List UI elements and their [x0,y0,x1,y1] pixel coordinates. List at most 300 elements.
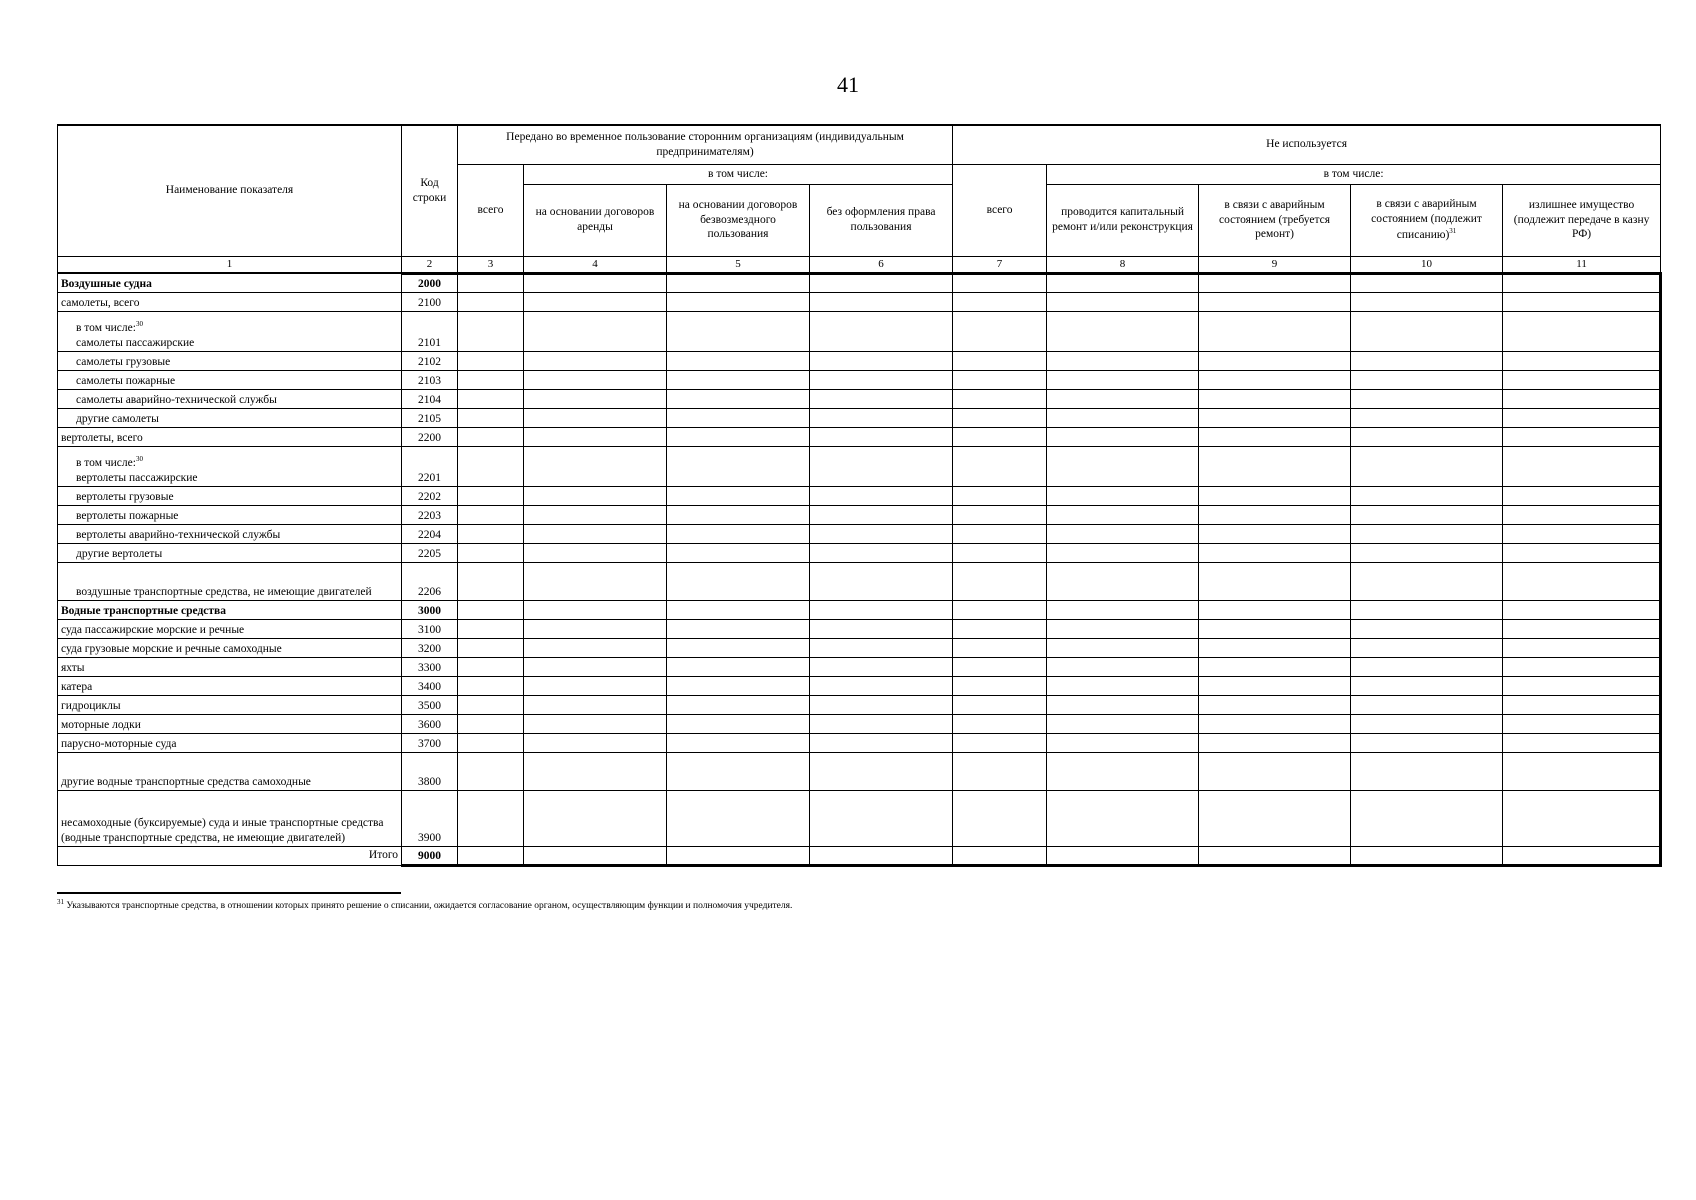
input-cell-col-9[interactable] [1199,714,1351,733]
input-cell-col-3[interactable] [458,676,524,695]
input-cell-col-5[interactable] [667,676,810,695]
input-cell-col-10[interactable] [1351,408,1503,427]
input-cell-col-7[interactable] [953,562,1047,600]
input-cell-col-6[interactable] [810,389,953,408]
input-cell-col-9[interactable] [1199,657,1351,676]
input-cell-col-5[interactable] [667,446,810,486]
input-cell-col-3[interactable] [458,370,524,389]
input-cell-col-7[interactable] [953,486,1047,505]
input-cell-col-10[interactable] [1351,562,1503,600]
input-cell-col-6[interactable] [810,657,953,676]
input-cell-col-3[interactable] [458,695,524,714]
input-cell-col-7[interactable] [953,446,1047,486]
input-cell-col-8[interactable] [1047,543,1199,562]
input-cell-col-4[interactable] [524,427,667,446]
input-cell-col-6[interactable] [810,619,953,638]
input-cell-col-10[interactable] [1351,311,1503,351]
row-name [58,752,402,790]
input-cell-col-9[interactable] [1199,389,1351,408]
input-cell-col-4[interactable] [524,619,667,638]
input-cell-col-11[interactable] [1503,273,1661,292]
input-cell-col-3[interactable] [458,600,524,619]
input-cell-col-7[interactable] [953,600,1047,619]
row-label: суда грузовые морские и речные самоходные [61,642,282,655]
input-cell-col-8[interactable] [1047,619,1199,638]
input-cell-col-4[interactable] [524,524,667,543]
header-free-use: на основании договоров безвозмездного пользования [667,184,810,256]
input-cell-col-3[interactable] [458,543,524,562]
table-row [58,524,1661,543]
row-code: 3700 [402,733,458,752]
input-cell-col-7[interactable] [953,695,1047,714]
input-cell-col-11[interactable] [1503,562,1661,600]
input-cell-col-3[interactable] [458,389,524,408]
row-code: 3300 [402,657,458,676]
input-cell-col-7[interactable] [953,676,1047,695]
input-cell-col-8[interactable] [1047,752,1199,790]
input-cell-col-8[interactable] [1047,524,1199,543]
row-label: Водные транспортные средства [61,604,226,617]
input-cell-col-9[interactable] [1199,370,1351,389]
input-cell-col-8[interactable] [1047,351,1199,370]
row-code: 2102 [402,351,458,370]
table-row [58,370,1661,389]
input-cell-col-7[interactable] [953,790,1047,846]
input-cell-col-4[interactable] [524,486,667,505]
input-cell-col-4[interactable] [524,790,667,846]
input-cell-col-8[interactable] [1047,311,1199,351]
row-label: воздушные транспортные средства, не имеющие двигателей [76,585,372,598]
input-cell-col-8[interactable] [1047,427,1199,446]
input-cell-col-8[interactable] [1047,273,1199,292]
row-label: гидроциклы [61,699,121,712]
input-cell-col-4[interactable] [524,505,667,524]
input-cell-col-4[interactable] [524,370,667,389]
input-cell-col-9[interactable] [1199,790,1351,846]
input-cell-col-10[interactable] [1351,657,1503,676]
row-name [58,408,402,427]
row-code: 2104 [402,389,458,408]
input-cell-col-4[interactable] [524,389,667,408]
input-cell-col-9[interactable] [1199,351,1351,370]
total-code: 9000 [402,846,458,865]
input-cell-col-8[interactable] [1047,562,1199,600]
input-cell-col-8[interactable] [1047,695,1199,714]
table-row [58,389,1661,408]
input-cell-col-9[interactable] [1199,733,1351,752]
input-cell-col-11[interactable] [1503,427,1661,446]
input-cell-col-7[interactable] [953,619,1047,638]
total-cell-col-4[interactable] [524,846,667,865]
input-cell-col-4[interactable] [524,695,667,714]
input-cell-col-5[interactable] [667,562,810,600]
row-name [58,638,402,657]
row-code: 3000 [402,600,458,619]
input-cell-col-10[interactable] [1351,619,1503,638]
input-cell-col-6[interactable] [810,370,953,389]
input-cell-col-6[interactable] [810,446,953,486]
row-code: 2101 [402,311,458,351]
input-cell-col-3[interactable] [458,427,524,446]
page-number: 41 [837,72,859,97]
total-cell-col-11[interactable] [1503,846,1661,865]
column-number: 6 [810,256,953,273]
input-cell-col-3[interactable] [458,524,524,543]
input-cell-col-7[interactable] [953,351,1047,370]
total-cell-col-3[interactable] [458,846,524,865]
row-code: 2100 [402,292,458,311]
input-cell-col-3[interactable] [458,446,524,486]
input-cell-col-5[interactable] [667,619,810,638]
footnote-mark: 31 [57,898,64,906]
input-cell-col-7[interactable] [953,505,1047,524]
input-cell-col-5[interactable] [667,695,810,714]
row-code: 2204 [402,524,458,543]
input-cell-col-4[interactable] [524,676,667,695]
input-cell-col-4[interactable] [524,638,667,657]
row-label: катера [61,680,93,693]
input-cell-col-10[interactable] [1351,292,1503,311]
input-cell-col-11[interactable] [1503,600,1661,619]
input-cell-col-7[interactable] [953,292,1047,311]
input-cell-col-3[interactable] [458,505,524,524]
row-label: вертолеты пассажирские [76,471,198,484]
input-cell-col-3[interactable] [458,733,524,752]
input-cell-col-9[interactable] [1199,311,1351,351]
input-cell-col-8[interactable] [1047,638,1199,657]
table-row [58,427,1661,446]
input-cell-col-10[interactable] [1351,273,1503,292]
input-cell-col-8[interactable] [1047,370,1199,389]
input-cell-col-5[interactable] [667,486,810,505]
total-cell-col-10[interactable] [1351,846,1503,865]
input-cell-col-7[interactable] [953,389,1047,408]
input-cell-col-3[interactable] [458,619,524,638]
input-cell-col-8[interactable] [1047,408,1199,427]
input-cell-col-5[interactable] [667,790,810,846]
input-cell-col-4[interactable] [524,311,667,351]
row-label: вертолеты аварийно-технической службы [76,528,281,541]
footnote-divider [57,892,401,894]
row-name [58,676,402,695]
input-cell-col-7[interactable] [953,543,1047,562]
input-cell-col-9[interactable] [1199,524,1351,543]
input-cell-col-10[interactable] [1351,351,1503,370]
row-label: Воздушные судна [61,277,152,290]
input-cell-col-9[interactable] [1199,446,1351,486]
row-code: 3100 [402,619,458,638]
input-cell-col-11[interactable] [1503,543,1661,562]
input-cell-col-10[interactable] [1351,427,1503,446]
input-cell-col-9[interactable] [1199,427,1351,446]
input-cell-col-4[interactable] [524,562,667,600]
total-cell-col-9[interactable] [1199,846,1351,865]
header-emergency-repair: в связи с аварийным состоянием (требуется ремонт) [1199,184,1351,256]
input-cell-col-4[interactable] [524,657,667,676]
input-cell-col-8[interactable] [1047,790,1199,846]
input-cell-col-6[interactable] [810,351,953,370]
input-cell-col-5[interactable] [667,370,810,389]
input-cell-col-7[interactable] [953,370,1047,389]
input-cell-col-10[interactable] [1351,790,1503,846]
input-cell-col-6[interactable] [810,273,953,292]
input-cell-col-7[interactable] [953,524,1047,543]
input-cell-col-9[interactable] [1199,486,1351,505]
input-cell-col-5[interactable] [667,292,810,311]
row-code: 3400 [402,676,458,695]
input-cell-col-10[interactable] [1351,600,1503,619]
input-cell-col-7[interactable] [953,638,1047,657]
input-cell-col-6[interactable] [810,676,953,695]
row-name [58,505,402,524]
input-cell-col-10[interactable] [1351,370,1503,389]
column-number: 1 [58,256,402,273]
input-cell-col-6[interactable] [810,408,953,427]
input-cell-col-5[interactable] [667,600,810,619]
input-cell-col-5[interactable] [667,524,810,543]
input-cell-col-6[interactable] [810,600,953,619]
input-cell-col-5[interactable] [667,311,810,351]
header-transferred-total: всего [458,164,524,256]
input-cell-col-10[interactable] [1351,676,1503,695]
row-name [58,427,402,446]
input-cell-col-9[interactable] [1199,562,1351,600]
input-cell-col-5[interactable] [667,389,810,408]
input-cell-col-9[interactable] [1199,292,1351,311]
row-code: 3600 [402,714,458,733]
input-cell-col-7[interactable] [953,752,1047,790]
input-cell-col-7[interactable] [953,733,1047,752]
input-cell-col-6[interactable] [810,562,953,600]
table-row [58,351,1661,370]
input-cell-col-7[interactable] [953,714,1047,733]
table-row [58,733,1661,752]
input-cell-col-5[interactable] [667,427,810,446]
input-cell-col-9[interactable] [1199,408,1351,427]
input-cell-col-6[interactable] [810,505,953,524]
row-code: 2206 [402,562,458,600]
input-cell-col-11[interactable] [1503,638,1661,657]
input-cell-col-3[interactable] [458,311,524,351]
input-cell-col-4[interactable] [524,351,667,370]
input-cell-col-11[interactable] [1503,486,1661,505]
row-name [58,714,402,733]
header-transferred-group: Передано во временное пользование сторонним организациям (индивидуальным предпринимателям) [458,125,953,164]
input-cell-col-5[interactable] [667,505,810,524]
input-cell-col-9[interactable] [1199,638,1351,657]
input-cell-col-8[interactable] [1047,714,1199,733]
row-code: 2103 [402,370,458,389]
row-label: парусно-моторные суда [61,737,177,750]
input-cell-col-9[interactable] [1199,695,1351,714]
input-cell-col-7[interactable] [953,273,1047,292]
input-cell-col-7[interactable] [953,657,1047,676]
footnote [57,898,792,911]
total-row [58,846,1661,865]
input-cell-col-8[interactable] [1047,600,1199,619]
total-cell-col-8[interactable] [1047,846,1199,865]
input-cell-col-5[interactable] [667,752,810,790]
input-cell-col-10[interactable] [1351,486,1503,505]
input-cell-col-9[interactable] [1199,619,1351,638]
input-cell-col-6[interactable] [810,790,953,846]
input-cell-col-6[interactable] [810,486,953,505]
input-cell-col-5[interactable] [667,351,810,370]
input-cell-col-5[interactable] [667,408,810,427]
row-code: 2205 [402,543,458,562]
input-cell-col-9[interactable] [1199,543,1351,562]
input-cell-col-10[interactable] [1351,524,1503,543]
input-cell-col-11[interactable] [1503,619,1661,638]
input-cell-col-11[interactable] [1503,714,1661,733]
input-cell-col-11[interactable] [1503,790,1661,846]
input-cell-col-5[interactable] [667,543,810,562]
input-cell-col-4[interactable] [524,733,667,752]
input-cell-col-11[interactable] [1503,505,1661,524]
input-cell-col-5[interactable] [667,657,810,676]
input-cell-col-5[interactable] [667,273,810,292]
input-cell-col-7[interactable] [953,311,1047,351]
input-cell-col-4[interactable] [524,752,667,790]
input-cell-col-3[interactable] [458,292,524,311]
input-cell-col-7[interactable] [953,427,1047,446]
row-name [58,733,402,752]
input-cell-col-6[interactable] [810,638,953,657]
input-cell-col-11[interactable] [1503,733,1661,752]
input-cell-col-3[interactable] [458,408,524,427]
input-cell-col-6[interactable] [810,733,953,752]
input-cell-col-11[interactable] [1503,524,1661,543]
total-cell-col-7[interactable] [953,846,1047,865]
header-unused-group: Не используется [953,125,1661,164]
input-cell-col-9[interactable] [1199,676,1351,695]
input-cell-col-6[interactable] [810,543,953,562]
column-number: 8 [1047,256,1199,273]
input-cell-col-6[interactable] [810,427,953,446]
input-cell-col-7[interactable] [953,408,1047,427]
table-row [58,543,1661,562]
input-cell-col-6[interactable] [810,524,953,543]
input-cell-col-6[interactable] [810,311,953,351]
input-cell-col-10[interactable] [1351,638,1503,657]
header-unused-total: всего [953,164,1047,256]
table-row [58,292,1661,311]
input-cell-col-3[interactable] [458,752,524,790]
table-row [58,311,1661,351]
input-cell-col-11[interactable] [1503,351,1661,370]
input-cell-col-3[interactable] [458,562,524,600]
input-cell-col-11[interactable] [1503,389,1661,408]
input-cell-col-10[interactable] [1351,752,1503,790]
input-cell-col-3[interactable] [458,714,524,733]
input-cell-col-8[interactable] [1047,389,1199,408]
input-cell-col-9[interactable] [1199,600,1351,619]
input-cell-col-4[interactable] [524,714,667,733]
input-cell-col-10[interactable] [1351,733,1503,752]
row-label: суда пассажирские морские и речные [61,623,245,636]
input-cell-col-11[interactable] [1503,408,1661,427]
column-number: 2 [402,256,458,273]
input-cell-col-10[interactable] [1351,505,1503,524]
input-cell-col-11[interactable] [1503,446,1661,486]
input-cell-col-9[interactable] [1199,505,1351,524]
footnote-ref: 31 [1449,227,1457,236]
header-lease: на основании договоров аренды [524,184,667,256]
input-cell-col-6[interactable] [810,695,953,714]
row-code: 2000 [402,273,458,292]
input-cell-col-4[interactable] [524,600,667,619]
input-cell-col-10[interactable] [1351,714,1503,733]
input-cell-col-5[interactable] [667,733,810,752]
row-label: другие водные транспортные средства самоходные [61,775,311,788]
footnote-ref: 30 [135,319,143,328]
input-cell-col-8[interactable] [1047,676,1199,695]
table-row [58,562,1661,600]
input-cell-col-8[interactable] [1047,292,1199,311]
input-cell-col-8[interactable] [1047,505,1199,524]
input-cell-col-11[interactable] [1503,752,1661,790]
input-cell-col-3[interactable] [458,790,524,846]
input-cell-col-10[interactable] [1351,695,1503,714]
input-cell-col-3[interactable] [458,638,524,657]
input-cell-col-9[interactable] [1199,273,1351,292]
row-including-wrap [76,455,398,471]
header-no-rights: без оформления права пользования [810,184,953,256]
input-cell-col-8[interactable] [1047,446,1199,486]
row-code: 2201 [402,446,458,486]
input-cell-col-6[interactable] [810,714,953,733]
input-cell-col-5[interactable] [667,638,810,657]
input-cell-col-3[interactable] [458,351,524,370]
input-cell-col-9[interactable] [1199,752,1351,790]
input-cell-col-4[interactable] [524,408,667,427]
input-cell-col-11[interactable] [1503,370,1661,389]
row-code: 2200 [402,427,458,446]
total-cell-col-5[interactable] [667,846,810,865]
footnote-text: Указываются транспортные средства, в отношении которых принято решение о списании, ожидается согласование органом, осуществляющим функции и полномочия учредителя. [66,901,793,912]
input-cell-col-11[interactable] [1503,657,1661,676]
row-label: самолеты грузовые [76,355,171,368]
input-cell-col-4[interactable] [524,446,667,486]
input-cell-col-11[interactable] [1503,676,1661,695]
input-cell-col-3[interactable] [458,486,524,505]
input-cell-col-6[interactable] [810,752,953,790]
table-row [58,752,1661,790]
input-cell-col-3[interactable] [458,657,524,676]
total-cell-col-6[interactable] [810,846,953,865]
input-cell-col-4[interactable] [524,273,667,292]
input-cell-col-11[interactable] [1503,695,1661,714]
row-name [58,292,402,311]
input-cell-col-6[interactable] [810,292,953,311]
input-cell-col-3[interactable] [458,273,524,292]
input-cell-col-11[interactable] [1503,311,1661,351]
input-cell-col-4[interactable] [524,543,667,562]
input-cell-col-8[interactable] [1047,733,1199,752]
input-cell-col-10[interactable] [1351,543,1503,562]
row-label: вертолеты грузовые [76,490,174,503]
input-cell-col-10[interactable] [1351,389,1503,408]
input-cell-col-4[interactable] [524,292,667,311]
row-including-label: в том числе: [76,321,136,334]
input-cell-col-8[interactable] [1047,486,1199,505]
header-emergency-writeoff [1351,184,1503,256]
row-code: 3900 [402,790,458,846]
input-cell-col-10[interactable] [1351,446,1503,486]
input-cell-col-11[interactable] [1503,292,1661,311]
input-cell-col-8[interactable] [1047,657,1199,676]
input-cell-col-5[interactable] [667,714,810,733]
